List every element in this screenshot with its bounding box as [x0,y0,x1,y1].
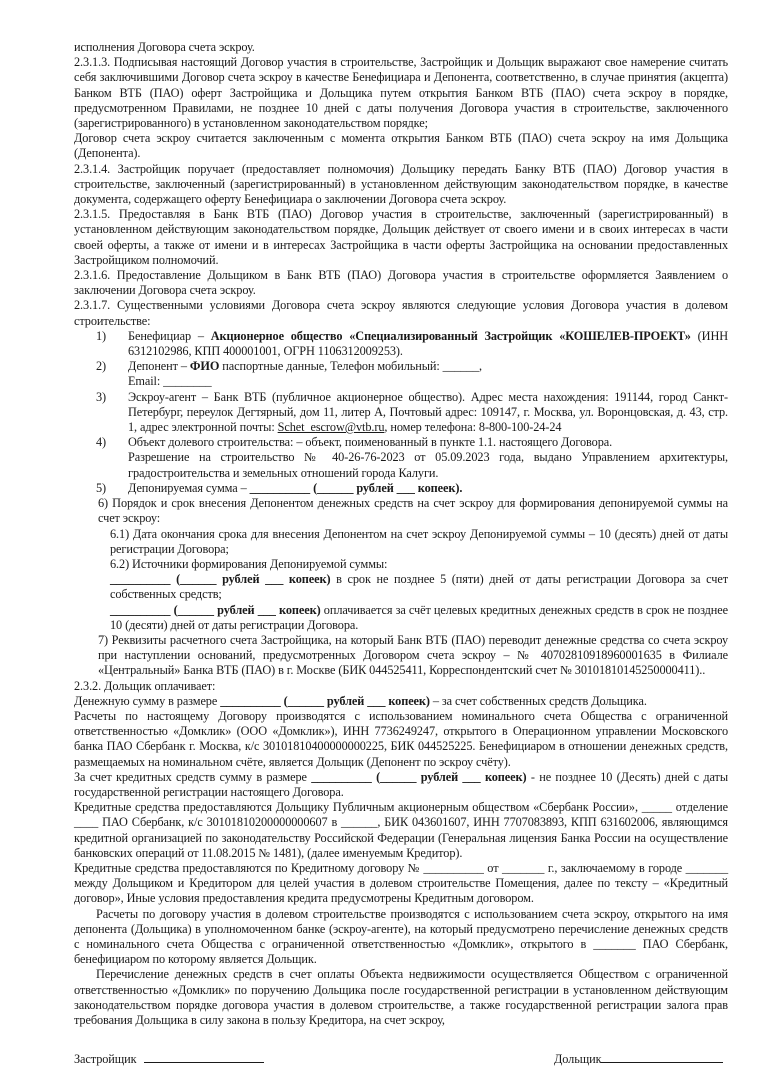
text: Эскроу-агент – Банк ВТБ (публичное акционерное общество). Адрес места нахождения: 191144, город Санкт-Петербург, переулок Дегтярный, дом 11, литер А, Почтовый адрес: 109147, г. Москва, ул. Воронцовская, д. 43, стр. 1, адрес электронной почты: [128,389,728,435]
permit-text: Разрешение на строительство № 40-26-76-2023 от 05.09.2023 года, выдано Управлением архитектуры, градостроительства и земельных отношений города Калуги. [128,450,728,480]
clause-2-3-1-3-escrow-concluded: Договор счета эскроу считается заключенным с момента открытия Банком ВТБ (ПАО) счета эскроу на имя Дольщика (Депонента). [74,131,728,161]
clause-2-3-1-5: 2.3.1.5. Предоставляя в Банк ВТБ (ПАО) Договор участия в строительстве, заключенный (зарегистрированный) в установленном действующим законодательством порядке, Дольщик действует от своего имени и в своих интересах в части своей оферты, а также от имени и в интересах Застройщика в части оферты Застройщика на основании предоставленных Застройщиком полномочий. [74,207,728,267]
domclick-paragraph: Расчеты по настоящему Договору производятся с использованием номинального счета Общества с ограниченной ответственностью «Домклик» (ООО «Домклик»), ИНН 7736249247, открытого в Операционном управлении Московского банка ПАО Сбербанк г. Москва, к/с 30101810400000000225, БИК 044525225. Бенефициаром в отношении денежных средств, размещаемых на номинальном счёте, является Дольщик (Депонент по эскроу счёту). [74,708,728,769]
shareholder-signature-line[interactable] [601,1050,723,1063]
text: Депонируемая сумма – [128,480,250,495]
clause-2-3-1-3: 2.3.1.3. Подписывая настоящий Договор участия в строительстве, Застройщик и Дольщик выражают свое намерение считать себя заключившими Договор счета эскроу в качестве Бенефициара и Депонента, соответственно, в случае принятия (акцепта) Банком ВТБ (ПАО) оферт Застройщика и Дольщика путем открытия Банком ВТБ (ПАО) счета эскроу в порядке, предусмотренном Правилами, не позднее 10 дней с даты получения Договора участия в строительстве, заключенного (зарегистрированного) в установленном законодательством порядке; [74,55,728,131]
text: в срок не позднее 5 (пяти) дней от даты регистрации Договора за счет собственных средств; [110,572,729,602]
clause-2-3-2: 2.3.2. Дольщик оплачивает: [74,678,216,693]
text: – за счет собственных средств Дольщика. [429,693,647,708]
phone-field: паспортные данные, Телефон мобильный: ______, [219,359,482,374]
shareholder-label: Дольщик [554,1052,602,1067]
source-credit-funds [74,603,728,633]
depositor-name-placeholder: ФИО [189,359,220,374]
paragraph-intro: исполнения Договора счета эскроу. [74,40,255,54]
text: Бенефициар – [128,328,211,343]
text: , номер телефона: 8-800-100-24-24 [384,420,562,435]
list-number: 5) [96,480,107,495]
credit-funds-sum [74,770,728,800]
list-item-deposit-sum [74,481,728,496]
developer-label: Застройщик [74,1052,137,1067]
list-item-object [74,435,728,481]
text: Объект долевого строительства: – объект, поименованный в пункте 1.1. настоящего Договора. [128,435,613,450]
amount-blank: __________ (______ рублей ___ копеек) [220,693,430,708]
text: (ИНН 6312102986, КПП 400001001, ОГРН 1106312009253). [128,328,729,359]
own-funds-sum [74,694,728,709]
list-item-developer-account: 7) Реквизиты расчетного счета Застройщика, на который Банк ВТБ (ПАО) переводит денежные средства со счета эскроу при наступлении оснований, предусмотренных Договором счета эскроу – № 40702810918960001635 в Филиале «Центральный» Банка ВТБ (ПАО) в г. Москве (БИК 044525411, Корреспондентский счет № 30101810145250000411).. [98,632,728,678]
text: За счет кредитных средств сумму в размере [74,769,312,784]
list-number: 4) [96,435,107,450]
list-item-escrow-agent [74,390,728,436]
shareholder-signature [554,1050,723,1067]
developer-signature-line[interactable] [144,1050,264,1063]
email-field: Email: ________ [128,374,212,389]
text: оплачивается за счёт целевых кредитных денежных средств в срок не позднее 10 (десяти) дней от даты регистрации Договора. [110,602,728,632]
contract-page [74,0,728,1068]
developer-signature [74,1050,264,1067]
text: - не позднее 10 (Десять) дней с даты государственной регистрации настоящего Договора. [74,769,728,799]
deposit-sum-blank: __________ (______ рублей ___ копеек). [249,480,463,495]
list-number: 1) [96,328,107,343]
text: Депонент – [128,359,190,374]
list-item-deposit-order: 6) Порядок и срок внесения Депонентом денежных средств на счет эскроу для формирования депонируемой суммы на счет эскроу: [98,496,728,526]
list-number: 2) [96,359,107,374]
signature-row [74,1050,728,1068]
clause-2-3-1-4: 2.3.1.4. Застройщик поручает (предоставляет полномочия) Дольщику передать Банку ВТБ (ПАО) Договор участия в строительстве, заключенный (зарегистрированный) в установленном действующим законодательством порядке, в качестве документа, содержащего оферту Бенефициара о заключении Договора счета эскроу. [74,161,728,207]
sberbank-paragraph: Кредитные средства предоставляются Дольщику Публичным акционерным обществом «Сбербанк России», _____ отделение ____ ПАО Сбербанк, к/с 30101810200000000607 в ______, БИК 043601607, ИНН 7707083893, КПП 631602006, являющимся кредитной организацией по законодательству Российской Федерации (Генеральная лицензия Банка России на осуществление банковских операций от 11.08.2015 № 1481), (далее именуемым Кредитор). [74,800,728,860]
list-item-depositor [74,359,728,389]
list-number: 3) [96,389,107,404]
source-own-funds [74,572,728,602]
text: Денежную сумму в размере [74,693,221,708]
loan-agreement-paragraph: Кредитные средства предоставляются по Кредитному договору № __________ от _______ г., заключаемому в городе _______ между Дольщиком и Кредитором для целей участия в долевом строительстве Помещения, далее по тексту – «Кредитный договор», Иные условия предоставления кредита предусмотрены Кредитным договором. [74,860,728,906]
clause-2-3-1-6: 2.3.1.6. Предоставление Дольщиком в Банк ВТБ (ПАО) Договора участия в строительстве оформляется Заявлением о заключении Договора счета эскроу. [74,268,728,298]
list-item-6-1: 6.1) Дата окончания срока для внесения Депонентом на счет эскроу Депонируемой суммы – 10 (десять) дней от даты регистрации Договора; [110,526,728,556]
escrow-email-link[interactable]: Schet_escrow@vtb.ru [277,420,385,435]
amount-blank: __________ (______ рублей ___ копеек) [110,572,331,587]
escrow-calculation-paragraph: Расчеты по договору участия в долевом строительстве производятся с использованием счета эскроу, открытого на имя депонента (Дольщика) в уполномоченном банке (эскроу-агенте), на который предусмотрено перечисление денежных средств с номинального счета Общества с ограниченной ответственностью «Домклик», открытого в _______ ПАО Сбербанк, бенефициаром по которому является Дольщик. [74,906,728,967]
clause-2-3-1-7: 2.3.1.7. Существенными условиями Договора счета эскроу являются следующие условия Договора участия в долевом строительстве: [74,298,728,328]
list-item-6-2: 6.2) Источники формирования Депонируемой суммы: [110,556,388,571]
transfer-paragraph: Перечисление денежных средств в счет оплаты Объекта недвижимости осуществляется Обществом с ограниченной ответственностью «Домклик» по поручению Дольщика после государственной регистрации в установленном действующим законодательством порядке договора участия в долевом строительстве, а также государственной регистрации залога прав требования Дольщика в силу закона в пользу Кредитора, на счет эскроу, [74,967,728,1027]
list-item-beneficiary [74,329,728,359]
amount-blank: __________ (______ рублей ___ копеек) [110,602,321,617]
beneficiary-name: Акционерное общество «Специализированный Застройщик «КОШЕЛЕВ-ПРОЕКТ» [210,328,691,343]
amount-blank: __________ (______ рублей ___ копеек) [311,769,527,784]
